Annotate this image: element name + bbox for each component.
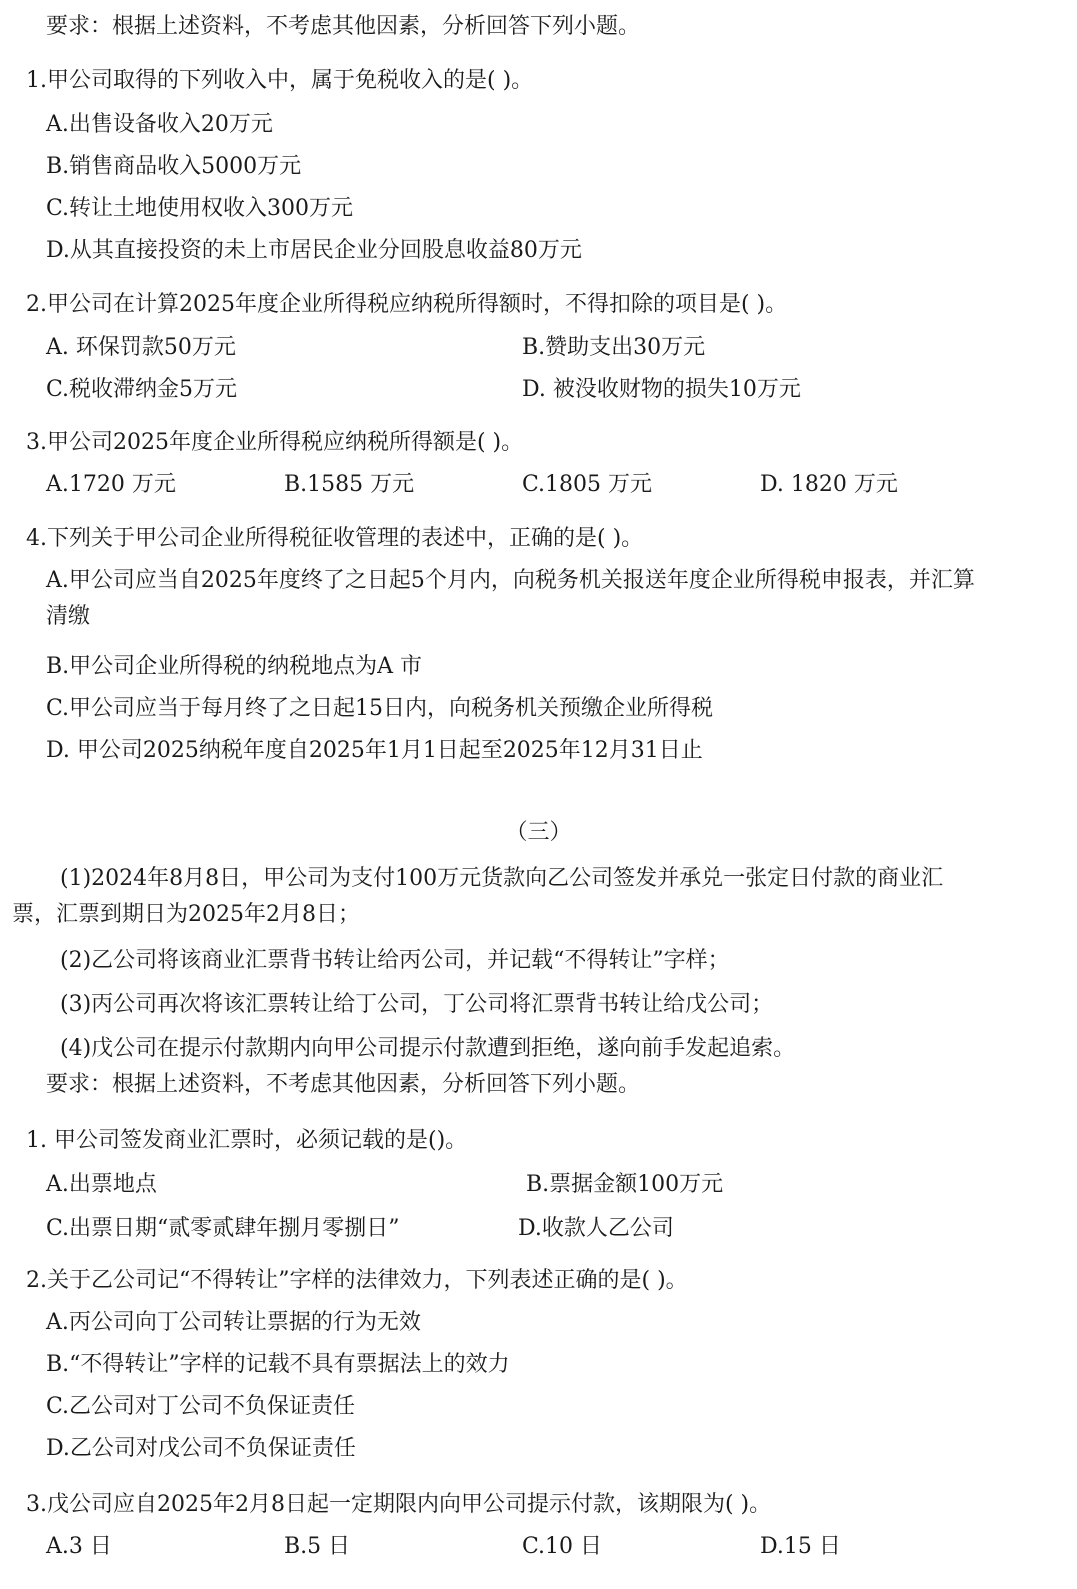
option-d: D.15 日 — [760, 1534, 841, 1559]
question-stem: 1. 甲公司签发商业汇票时，必须记载的是()。 — [26, 1128, 468, 1153]
question-stem: 1.甲公司取得的下列收入中，属于免税收入的是( )。 — [26, 68, 534, 93]
question-stem: 4.下列关于甲公司企业所得税征收管理的表述中，正确的是( )。 — [26, 526, 644, 551]
fact-text: 票，汇票到期日为2025年2月8日； — [12, 902, 360, 927]
fact-text: (2)乙公司将该商业汇票背书转让给丙公司，并记载“不得转让”字样； — [60, 948, 730, 973]
option-c: C.转让土地使用权收入300万元 — [46, 196, 354, 221]
option-c: C.甲公司应当于每月终了之日起15日内，向税务机关预缴企业所得税 — [46, 696, 714, 721]
option-a: A.出售设备收入20万元 — [46, 112, 273, 137]
option-d: D.乙公司对戊公司不负保证责任 — [46, 1436, 356, 1461]
option-a-continued: 清缴 — [46, 604, 91, 629]
requirement-text: 要求：根据上述资料，不考虑其他因素，分析回答下列小题。 — [46, 1072, 641, 1097]
fact-text: (4)戊公司在提示付款期内向甲公司提示付款遭到拒绝，遂向前手发起追索。 — [60, 1036, 796, 1061]
option-a: A.出票地点 — [46, 1172, 157, 1197]
option-c: C.1805 万元 — [522, 472, 653, 497]
option-a: A.1720 万元 — [46, 472, 176, 497]
option-a: A.丙公司向丁公司转让票据的行为无效 — [46, 1310, 421, 1335]
option-a: A. 环保罚款50万元 — [46, 335, 236, 360]
option-d: D. 被没收财物的损失10万元 — [522, 377, 801, 402]
option-d: D.从其直接投资的未上市居民企业分回股息收益80万元 — [46, 238, 582, 263]
option-b: B.甲公司企业所得税的纳税地点为A 市 — [46, 654, 423, 679]
option-d: D. 甲公司2025纳税年度自2025年1月1日起至2025年12月31日止 — [46, 738, 703, 763]
option-d: D. 1820 万元 — [760, 472, 898, 497]
option-c: C.乙公司对丁公司不负保证责任 — [46, 1394, 356, 1419]
section-heading: （三） — [505, 820, 572, 845]
option-b: B.“不得转让”字样的记载不具有票据法上的效力 — [46, 1352, 510, 1377]
option-b: B.票据金额100万元 — [526, 1172, 724, 1197]
option-a: A.甲公司应当自2025年度终了之日起5个月内，向税务机关报送年度企业所得税申报表，并汇算 — [46, 568, 975, 593]
question-stem: 2.关于乙公司记“不得转让”字样的法律效力，下列表述正确的是( )。 — [26, 1268, 688, 1293]
option-c: C.税收滞纳金5万元 — [46, 377, 238, 402]
option-d: D.收款人乙公司 — [518, 1216, 674, 1241]
question-stem: 3.甲公司2025年度企业所得税应纳税所得额是( )。 — [26, 430, 524, 455]
requirement-text: 要求：根据上述资料，不考虑其他因素，分析回答下列小题。 — [46, 14, 641, 39]
fact-text: (3)丙公司再次将该汇票转让给丁公司，丁公司将汇票背书转让给戊公司； — [60, 992, 774, 1017]
option-b: B.1585 万元 — [284, 472, 415, 497]
option-c: C.10 日 — [522, 1534, 603, 1559]
fact-text: (1)2024年8月8日，甲公司为支付100万元货款向乙公司签发并承兑一张定日付款的商业汇 — [60, 866, 944, 891]
option-b: B.5 日 — [284, 1534, 351, 1559]
option-b: B.赞助支出30万元 — [522, 335, 706, 360]
option-a: A.3 日 — [46, 1534, 112, 1559]
question-stem: 3.戊公司应自2025年2月8日起一定期限内向甲公司提示付款，该期限为( )。 — [26, 1492, 772, 1517]
question-stem: 2.甲公司在计算2025年度企业所得税应纳税所得额时，不得扣除的项目是( )。 — [26, 292, 788, 317]
option-b: B.销售商品收入5000万元 — [46, 154, 302, 179]
option-c: C.出票日期“贰零贰肆年捌月零捌日” — [46, 1216, 400, 1241]
